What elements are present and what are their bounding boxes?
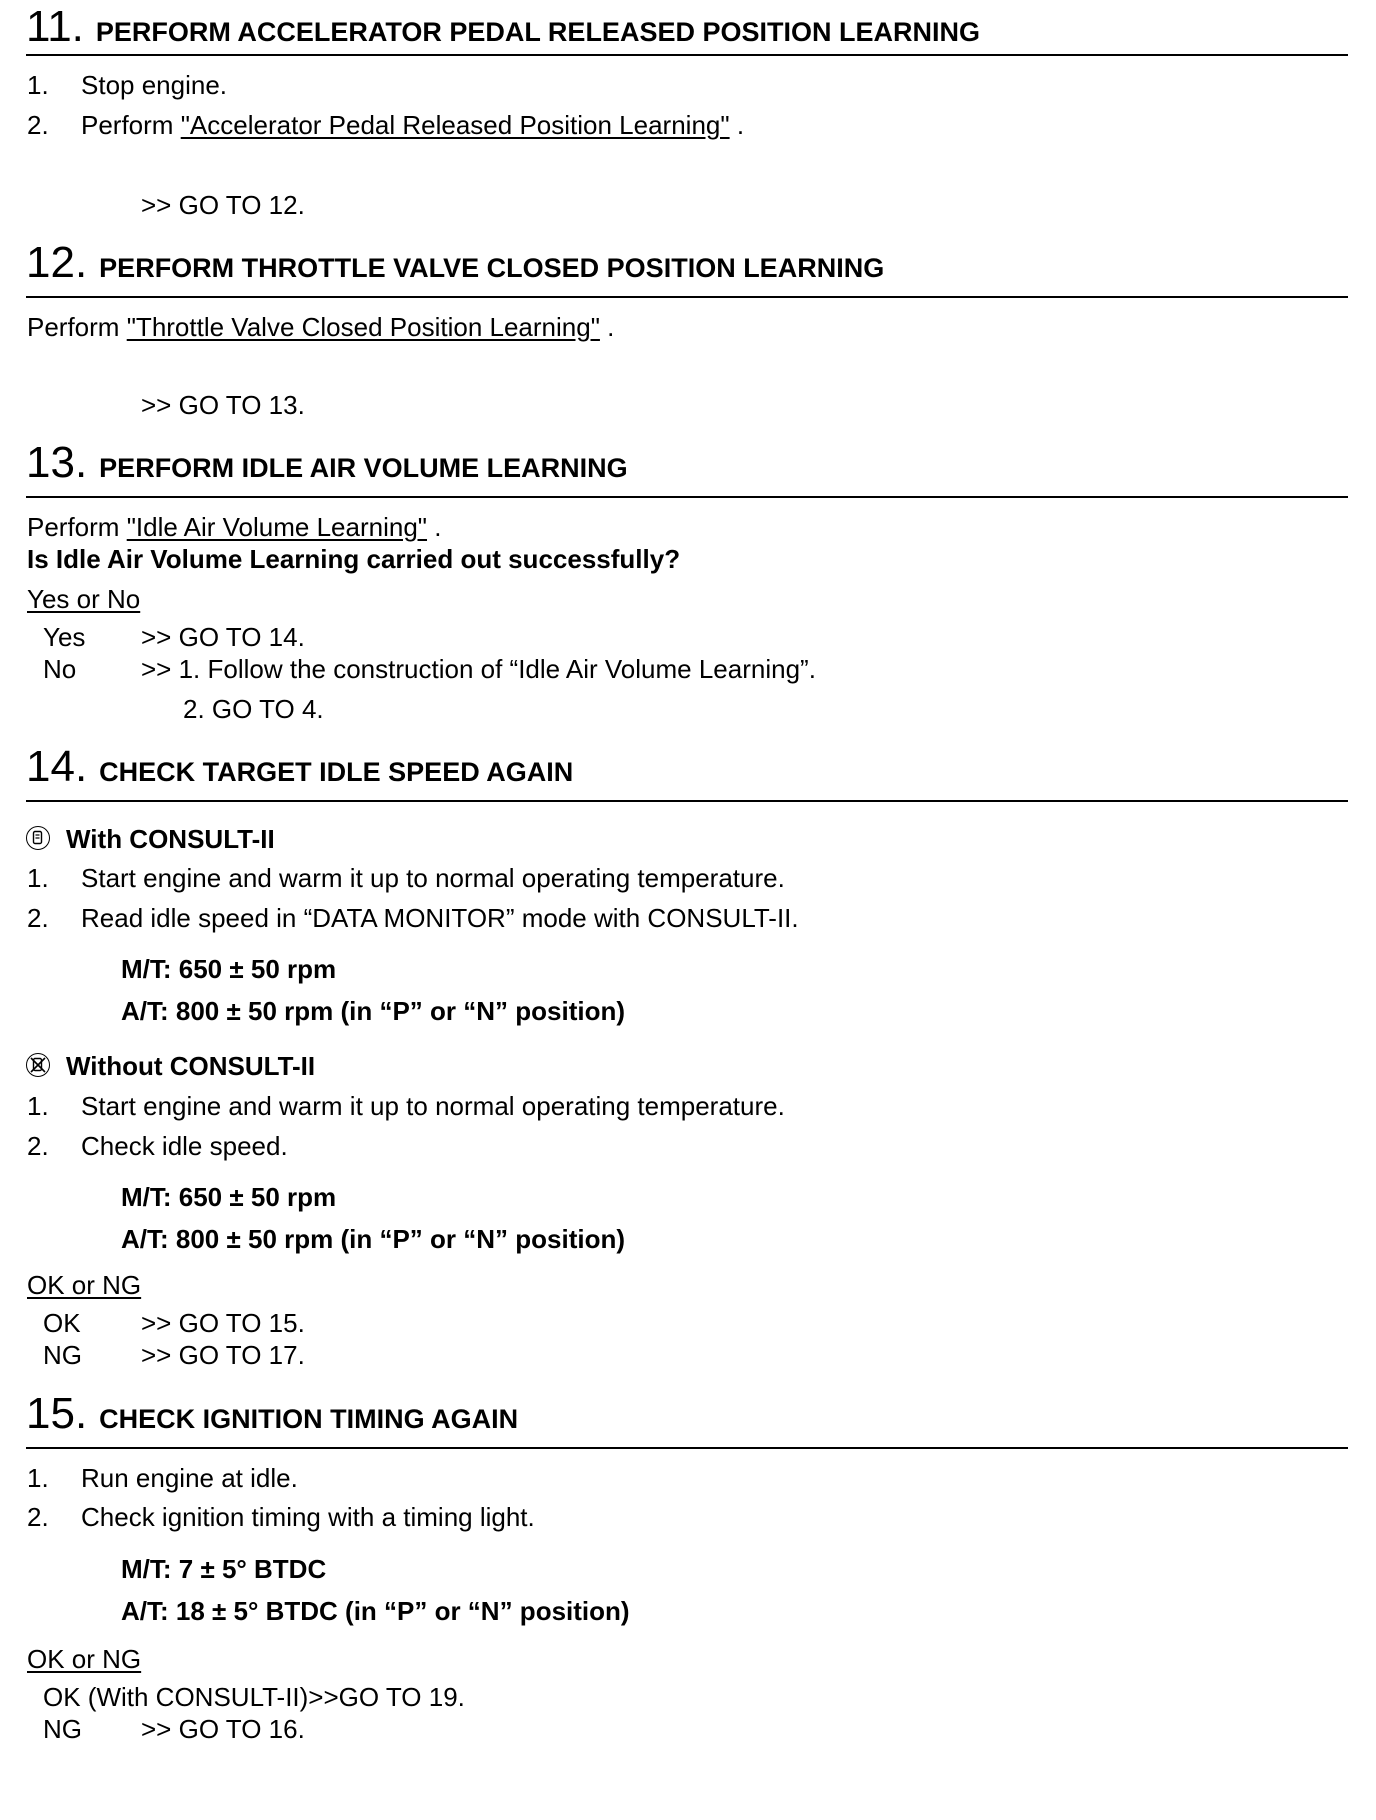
section-14-header (26, 742, 573, 792)
section-divider (26, 1447, 1348, 1449)
procedure-link[interactable]: "Idle Air Volume Learning" (126, 512, 428, 542)
section-15-header (26, 1389, 518, 1439)
section-title: CHECK IGNITION TIMING AGAIN (99, 1404, 519, 1434)
step-text-prefix: Perform (81, 110, 174, 140)
step-text (27, 311, 614, 343)
result-action: >> GO TO 16. (141, 1714, 305, 1744)
result-label-ng: NG (43, 1714, 82, 1744)
step-text-suffix: . (736, 110, 745, 140)
goto-instruction: >> GO TO 12. (141, 190, 305, 220)
step-number: 2. (27, 1131, 49, 1161)
section-divider (26, 54, 1348, 56)
step-text: Stop engine. (81, 70, 228, 100)
step-number: 2. (27, 903, 49, 933)
step-number: 1. (27, 1091, 49, 1121)
step-number: 2. (27, 110, 49, 140)
consult-tool-icon (26, 826, 50, 850)
result-label-ok: OK (43, 1308, 81, 1338)
spec-value: A/T: 18 ± 5° BTDC (in “P” or “N” position) (121, 1596, 630, 1626)
goto-instruction: >> GO TO 13. (141, 390, 305, 420)
no-consult-tool-icon (26, 1053, 50, 1077)
result-label-ng: NG (43, 1340, 82, 1370)
section-number: 14. (26, 742, 88, 791)
section-13-header (26, 438, 628, 488)
result-action: >> GO TO 14. (141, 622, 305, 652)
without-consult-heading: Without CONSULT-II (66, 1051, 316, 1081)
section-title: PERFORM IDLE AIR VOLUME LEARNING (99, 453, 628, 483)
result-label-no: No (43, 654, 77, 684)
step-text-prefix: Perform (27, 312, 120, 342)
step-text-suffix: . (434, 512, 442, 542)
step-text: Start engine and warm it up to normal operating temperature. (81, 1091, 785, 1121)
choice-label: OK or NG (27, 1644, 142, 1674)
section-11-header (26, 2, 980, 52)
result-ok-line: OK (With CONSULT-II)>>GO TO 19. (43, 1682, 465, 1712)
section-title: PERFORM ACCELERATOR PEDAL RELEASED POSITION LEARNING (95, 17, 980, 47)
step-number: 1. (27, 70, 49, 100)
result-action: >> 1. Follow the construction of “Idle Air Volume Learning”. (141, 654, 816, 684)
section-number: 12. (26, 238, 88, 287)
section-title: PERFORM THROTTLE VALVE CLOSED POSITION LEARNING (99, 253, 885, 283)
step-text: Check ignition timing with a timing light. (81, 1502, 535, 1532)
step-text: Run engine at idle. (81, 1463, 298, 1493)
section-12-header (26, 238, 884, 288)
step-number: 2. (27, 1502, 49, 1532)
procedure-link[interactable]: "Accelerator Pedal Released Position Learning" (180, 110, 730, 140)
step-text: Read idle speed in “DATA MONITOR” mode with CONSULT-II. (81, 903, 799, 933)
step-text (27, 511, 441, 543)
section-title: CHECK TARGET IDLE SPEED AGAIN (99, 757, 574, 787)
spec-value: M/T: 650 ± 50 rpm (121, 1182, 337, 1212)
step-number: 1. (27, 863, 49, 893)
step-text: Check idle speed. (81, 1131, 288, 1161)
step-text-prefix: Perform (27, 512, 120, 542)
step-text: Start engine and warm it up to normal operating temperature. (81, 863, 785, 893)
step-text-suffix: . (607, 312, 615, 342)
spec-value: A/T: 800 ± 50 rpm (in “P” or “N” position) (121, 996, 625, 1026)
result-action: >> GO TO 15. (141, 1308, 305, 1338)
spec-value: M/T: 7 ± 5° BTDC (121, 1554, 327, 1584)
section-divider (26, 496, 1348, 498)
step-number: 1. (27, 1463, 49, 1493)
section-number: 11. (26, 2, 84, 51)
choice-label: Yes or No (27, 584, 141, 614)
procedure-link[interactable]: "Throttle Valve Closed Position Learning" (126, 312, 600, 342)
spec-value: M/T: 650 ± 50 rpm (121, 954, 337, 984)
section-divider (26, 296, 1348, 298)
section-divider (26, 800, 1348, 802)
result-action-continued: 2. GO TO 4. (183, 694, 324, 724)
spec-value: A/T: 800 ± 50 rpm (in “P” or “N” position) (121, 1224, 625, 1254)
result-label-yes: Yes (43, 622, 86, 652)
step-text (81, 109, 744, 141)
section-number: 13. (26, 438, 88, 487)
choice-label: OK or NG (27, 1270, 142, 1300)
result-action: >> GO TO 17. (141, 1340, 305, 1370)
with-consult-heading: With CONSULT-II (66, 824, 275, 854)
section-number: 15. (26, 1389, 88, 1438)
question-text: Is Idle Air Volume Learning carried out successfully? (27, 544, 681, 574)
